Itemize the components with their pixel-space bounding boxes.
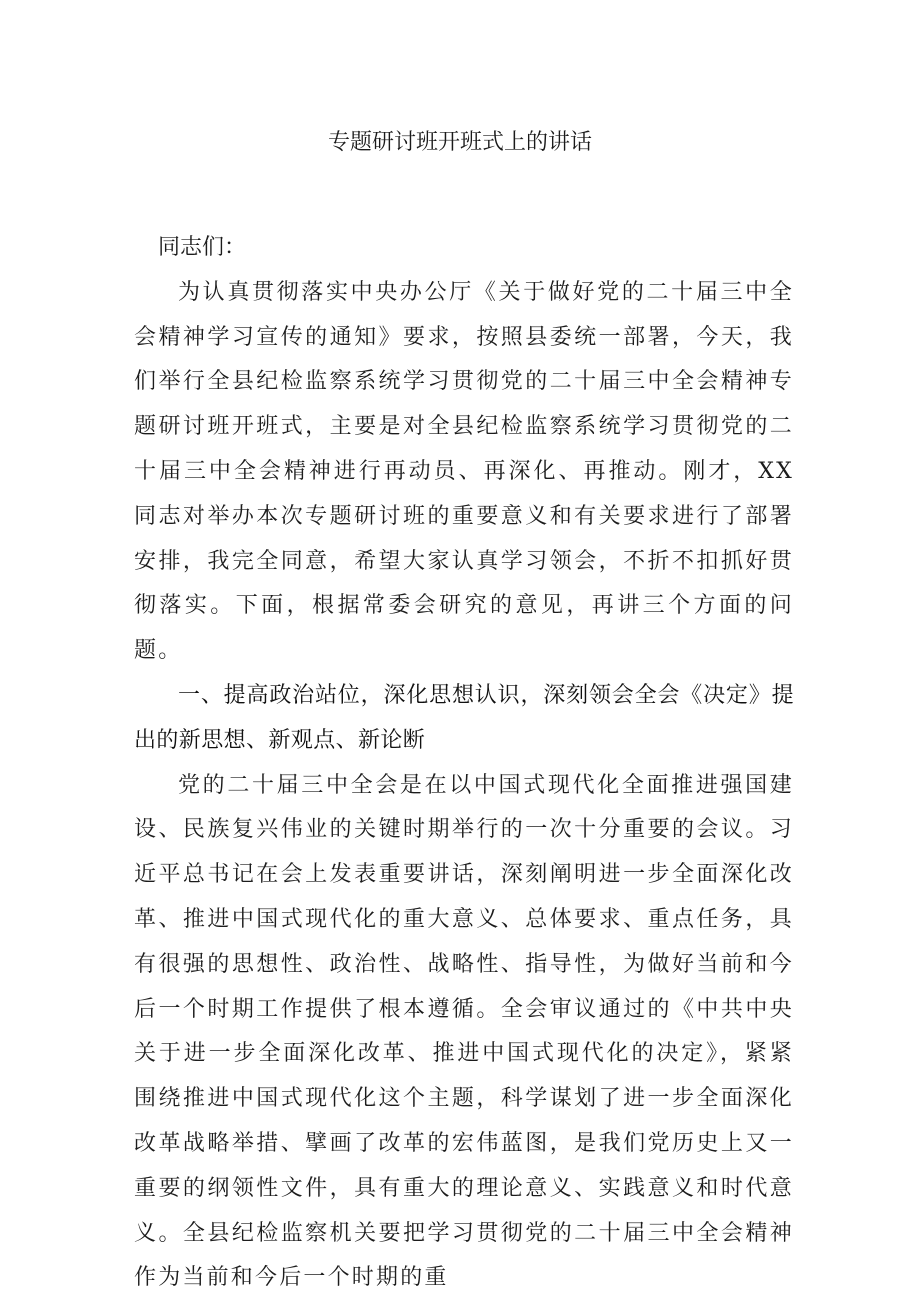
intro-paragraph: 为认真贯彻落实中央办公厅《关于做好党的二十届三中全会精神学习宣传的通知》要求，按照县委统一部署，今天，我们举行全县纪检监察系统学习贯彻党的二十届三中全会精神专题研讨班开班式，主要是对全县纪检监察系统学习贯彻党的二十届三中全会精神进行再动员、再深化、再推动。刚才，XX同志对举办本次专题研讨班的重要意义和有关要求进行了部署安排，我完全同意，希望大家认真学习领会，不折不扣抓好贯彻落实。下面，根据常委会研究的意见，再讲三个方面的问题。 <box>134 279 794 664</box>
section-1-paragraph: 党的二十届三中全会是在以中国式现代化全面推进强国建设、民族复兴伟业的关键时期举行的一次十分重要的会议。习近平总书记在会上发表重要讲话，深刻阐明进一步全面深化改革、推进中国式现代化的重大意义、总体要求、重点任务，具有很强的思想性、政治性、战略性、指导性，为做好当前和今后一个时期工作提供了根本遵循。全会审议通过的《中共中央关于进一步全面深化改革、推进中国式现代化的决定》，紧紧围绕推进中国式现代化这个主题，科学谋划了进一步全面深化改革战略举措、擘画了改革的宏伟蓝图，是我们党历史上又一重要的纲领性文件，具有重大的理论意义、实践意义和时代意义。全县纪检监察机关要把学习贯彻党的二十届三中全会精神作为当前和今后一个时期的重 <box>134 772 794 1291</box>
salutation: 同志们： <box>158 235 247 260</box>
section-heading-1: 一、提高政治站位，深化思想认识，深刻领会全会《决定》提出的新思想、新观点、新论断 <box>134 682 794 753</box>
document-title: 专题研讨班开班式上的讲话 <box>327 130 592 155</box>
document-body <box>134 226 794 1301</box>
